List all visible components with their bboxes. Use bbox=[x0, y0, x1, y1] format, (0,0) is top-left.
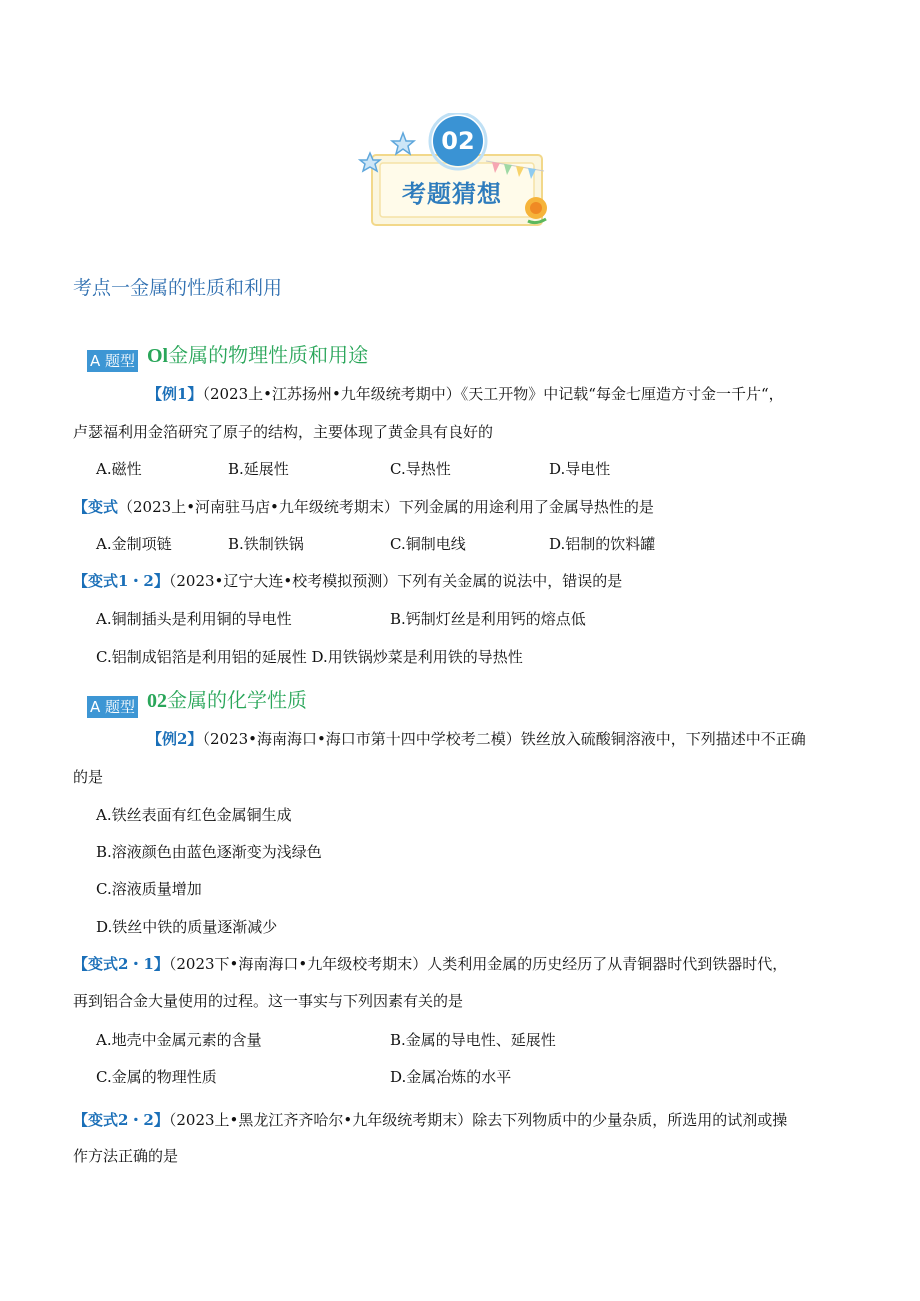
option: A.地壳中金属元素的含量 bbox=[96, 1031, 262, 1049]
option: A.铜制插头是利用铜的导电性 bbox=[96, 610, 292, 628]
option: D.导电性 bbox=[549, 460, 611, 478]
question-type-badge: A 题型 bbox=[87, 696, 138, 718]
question-text: （2023•辽宁大连•校考模拟预测）下列有关金属的说法中，错误的是 bbox=[168, 572, 623, 590]
section-title: 考点一金属的性质和利用 bbox=[73, 277, 283, 299]
option: B.钙制灯丝是利用钙的熔点低 bbox=[390, 610, 586, 628]
variant-tag: 【变式1・2】 bbox=[73, 572, 169, 590]
option: C.铝制成铝箔是利用铝的延展性 D.用铁锅炒菜是利用铁的导热性 bbox=[96, 648, 523, 666]
example-1-line1 bbox=[147, 384, 784, 404]
question-text: （2023•海南海口•海口市第十四中学校考二模）铁丝放入硫酸铜溶液中，下列描述中不正确 bbox=[202, 730, 806, 748]
variant-2-1-line2: 再到铝合金大量使用的过程。这一事实与下列因素有关的是 bbox=[73, 992, 464, 1010]
option: A.铁丝表面有红色金属铜生成 bbox=[96, 806, 292, 824]
example-tag: 【例1】 bbox=[147, 385, 203, 403]
option: B.延展性 bbox=[228, 460, 289, 478]
question-type-heading bbox=[147, 343, 368, 368]
variant-tag: 【变式 bbox=[73, 498, 119, 516]
option: B.金属的导电性、延展性 bbox=[390, 1031, 556, 1049]
option: B.溶液颜色由蓝色逐渐变为浅绿色 bbox=[96, 843, 322, 861]
option: A.金制项链 bbox=[96, 535, 172, 553]
option: A.磁性 bbox=[96, 460, 142, 478]
option: D.铁丝中铁的质量逐渐减少 bbox=[96, 918, 278, 936]
variant-tag: 【变式2・1】 bbox=[73, 955, 169, 973]
question-type-badge: A 题型 bbox=[87, 350, 138, 372]
type-title: 金属的物理性质和用途 bbox=[168, 343, 369, 367]
question-text: （2023上•黑龙江齐齐哈尔•九年级统考期末）除去下列物质中的少量杂质，所选用的试剂或操 bbox=[168, 1111, 788, 1129]
example-tag: 【例2】 bbox=[147, 730, 203, 748]
option: B.铁制铁锅 bbox=[228, 535, 304, 553]
banner-number: 02 bbox=[441, 127, 475, 155]
option: C.溶液质量增加 bbox=[96, 880, 202, 898]
option: C.金属的物理性质 bbox=[96, 1068, 217, 1086]
question-text: （2023上•江苏扬州•九年级统考期中）《天工开物》中记载“每金七厘造方寸金一千片“， bbox=[202, 385, 784, 403]
variant-2-2-line2: 作方法正确的是 bbox=[73, 1147, 179, 1165]
type-title: 金属的化学性质 bbox=[167, 688, 307, 712]
question-text: （2023上•河南驻马店•九年级统考期末）下列金属的用途利用了金属导热性的是 bbox=[118, 498, 654, 516]
type-number: Ol bbox=[147, 345, 169, 367]
variant-2-2-line1 bbox=[73, 1110, 787, 1130]
example-2-line1 bbox=[147, 729, 806, 749]
section-banner bbox=[358, 113, 558, 233]
option: C.铜制电线 bbox=[390, 535, 466, 553]
option: D.金属冶炼的水平 bbox=[390, 1068, 512, 1086]
variant-1-2-line bbox=[73, 571, 622, 591]
option: C.导热性 bbox=[390, 460, 451, 478]
option: D.铝制的饮料罐 bbox=[549, 535, 656, 553]
example-2-line2: 的是 bbox=[73, 768, 104, 786]
star-icon bbox=[392, 133, 414, 154]
example-1-line2: 卢瑟福利用金箔研究了原子的结构，主要体现了黄金具有良好的 bbox=[73, 423, 494, 441]
type-number: 02 bbox=[147, 690, 167, 712]
question-text: （2023下•海南海口•九年级校考期末）人类利用金属的历史经历了从青铜器时代到铁器时代， bbox=[168, 955, 788, 973]
variant-tag: 【变式2・2】 bbox=[73, 1111, 169, 1129]
question-type-heading bbox=[147, 688, 307, 713]
banner-title: 考题猜想 bbox=[402, 180, 502, 208]
variant-1-line bbox=[73, 497, 654, 517]
variant-2-1-line1 bbox=[73, 954, 787, 974]
